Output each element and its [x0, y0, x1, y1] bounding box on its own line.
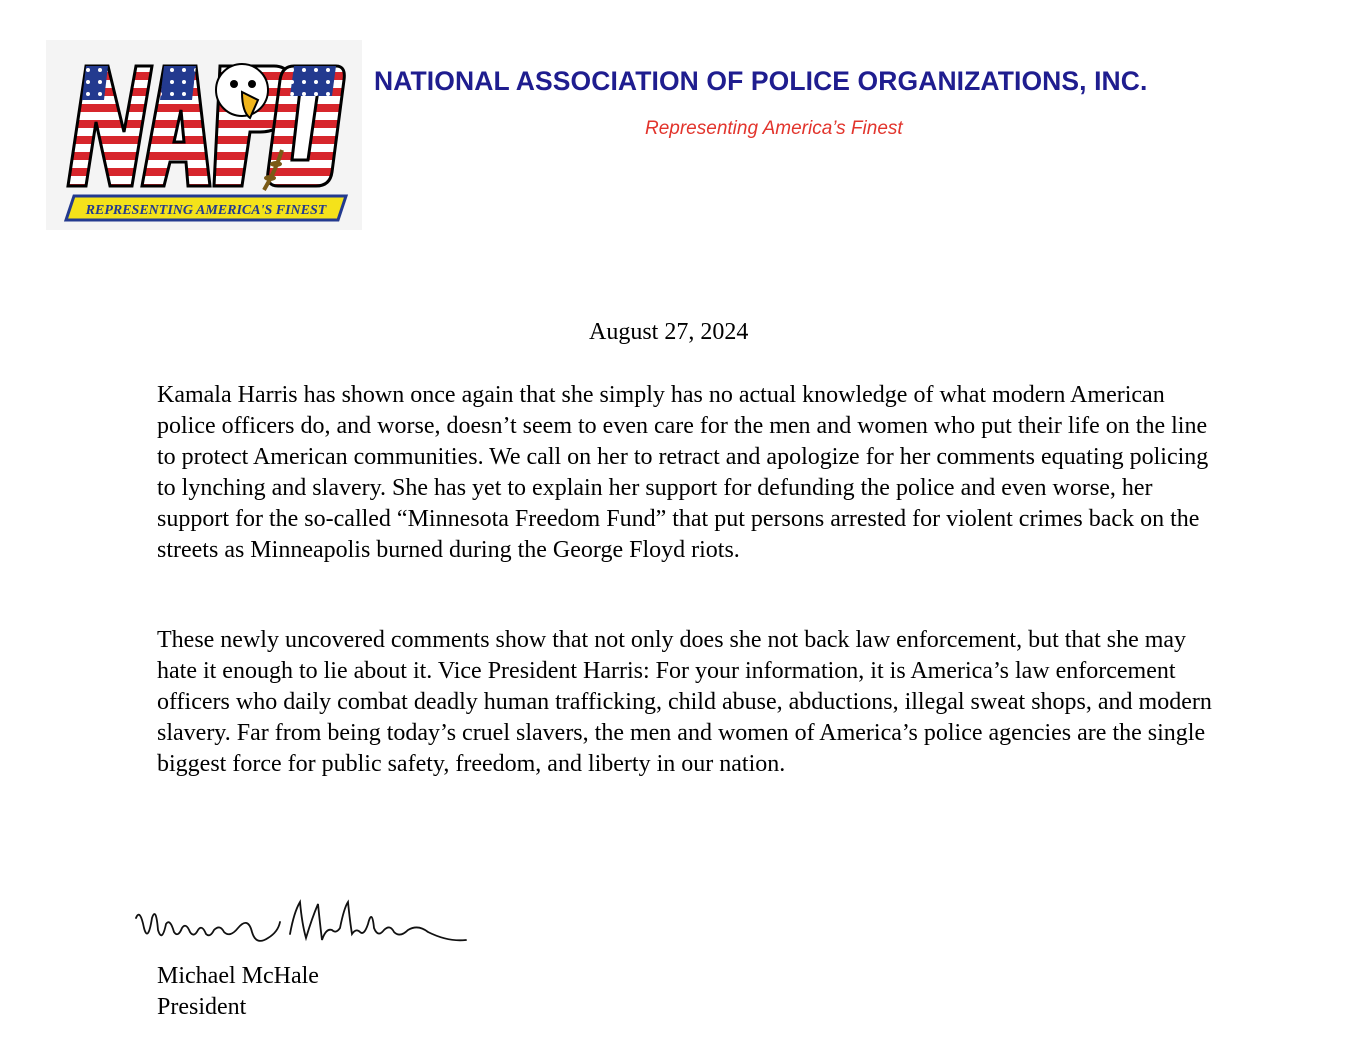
napo-logo	[46, 40, 362, 230]
organization-name: NATIONAL ASSOCIATION OF POLICE ORGANIZATIONS, INC.	[374, 66, 1148, 96]
body-paragraph-1: Kamala Harris has shown once again that she simply has no actual knowledge of what modern American police officers do, and worse, doesn’t seem to even care for the men and women who put their life on the line to protect American communities. We call on her to retract and apologize for her comments equating policing to lynching and slavery. She has yet to explain her support for defunding the police and even worse, her support for the so-called “Minnesota Freedom Fund” that put persons arrested for violent crimes back on the streets as Minneapolis burned during the George Floyd riots.	[157, 382, 1209, 563]
logo-letter-a	[142, 66, 210, 186]
logo-letter-o	[268, 66, 345, 186]
letter-date: August 27, 2024	[589, 319, 749, 345]
logo-letter-n	[68, 66, 152, 186]
handwritten-signature	[128, 888, 473, 958]
logo-banner	[66, 196, 346, 220]
body-paragraph-2: These newly uncovered comments show that not only does she not back law enforcement, but that she may hate it enough to lie about it. Vice President Harris: For your information, it is America’s law enforcement officers who daily combat deadly human trafficking, child abuse, abductions, illegal sweat shops, and modern slavery. Far from being today’s cruel slavers, the men and women of America’s police agencies are the single biggest force for public safety, freedom, and liberty in our nation.	[157, 627, 1212, 777]
logo-banner-text: REPRESENTING AMERICA'S FINEST	[85, 203, 327, 218]
eagle-icon	[216, 64, 268, 118]
signer-title: President	[157, 994, 247, 1020]
signer-name: Michael McHale	[157, 963, 319, 989]
napo-logo-graphic	[46, 40, 362, 230]
tagline: Representing America’s Finest	[645, 118, 903, 139]
